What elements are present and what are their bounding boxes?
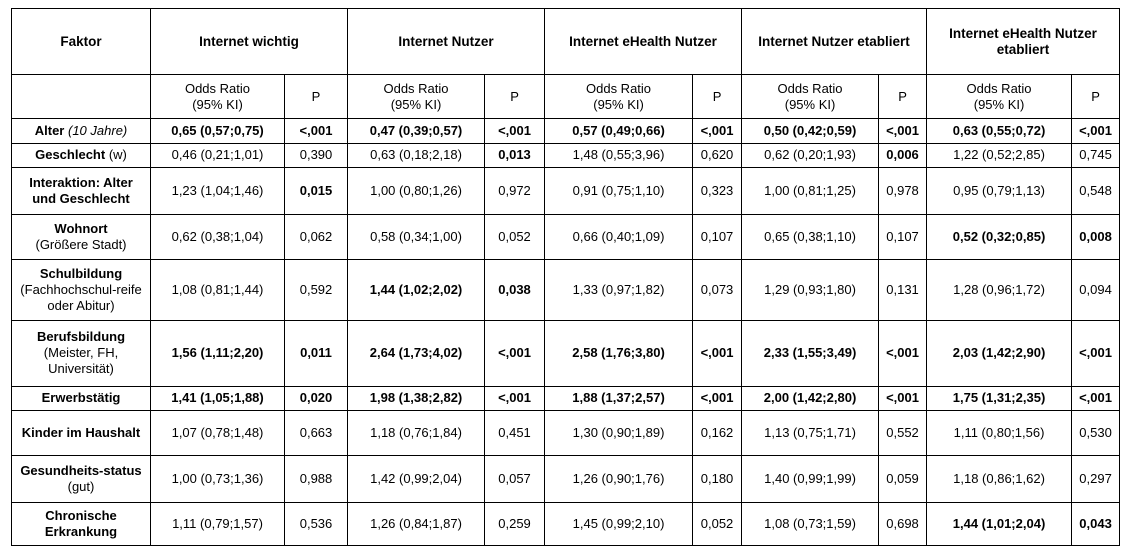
odds-ratio-cell: 1,42 (0,99;2,04) <box>348 456 485 503</box>
odds-ratio-label: Odds Ratio <box>777 80 843 96</box>
odds-ratio-cell: 0,63 (0,55;0,72) <box>927 119 1072 144</box>
odds-ratio-cell: 1,29 (0,93;1,80) <box>742 259 879 320</box>
header-group-4: Internet Nutzer etabliert <box>742 9 927 75</box>
p-value-cell: 0,043 <box>1072 503 1120 546</box>
factor-cell <box>12 215 151 260</box>
odds-ratio-cell: 0,95 (0,79;1,13) <box>927 168 1072 215</box>
factor-reference: (w) <box>108 147 127 163</box>
table-row <box>12 168 1120 215</box>
p-value-cell: <,001 <box>485 321 545 386</box>
p-value-cell: <,001 <box>1072 321 1120 386</box>
odds-ratio-label: Odds Ratio <box>383 80 449 96</box>
p-value-cell: 0,006 <box>879 143 927 168</box>
odds-ratio-cell: 1,00 (0,80;1,26) <box>348 168 485 215</box>
odds-ratio-cell: 1,48 (0,55;3,96) <box>545 143 693 168</box>
odds-ratio-cell: 0,65 (0,57;0,75) <box>151 119 285 144</box>
odds-ratio-cell: 0,62 (0,38;1,04) <box>151 215 285 260</box>
header-p-5: P <box>1072 75 1120 119</box>
factor-reference: (gut) <box>67 479 95 495</box>
factor-cell <box>12 259 151 320</box>
odds-ratio-cell: 2,58 (1,76;3,80) <box>545 321 693 386</box>
factor-reference: (Meister, FH, Universität) <box>43 345 119 377</box>
p-value-cell: 0,180 <box>693 456 742 503</box>
p-value-cell: <,001 <box>879 119 927 144</box>
ci-label: (95% KI) <box>192 96 243 112</box>
p-value-cell: <,001 <box>879 321 927 386</box>
p-value-cell: 0,107 <box>693 215 742 260</box>
factor-name: Interaktion: Alter und Geschlecht <box>29 175 133 207</box>
odds-ratio-cell: 1,11 (0,79;1,57) <box>151 503 285 546</box>
factor-reference: (10 Jahre) <box>68 122 128 138</box>
p-value-cell: 0,038 <box>485 259 545 320</box>
odds-ratio-cell: 1,00 (0,73;1,36) <box>151 456 285 503</box>
odds-ratio-cell: 2,00 (1,42;2,80) <box>742 386 879 411</box>
odds-ratio-cell: 1,98 (1,38;2,82) <box>348 386 485 411</box>
p-value-cell: 0,013 <box>485 143 545 168</box>
table-row <box>12 386 1120 411</box>
p-value-cell: <,001 <box>485 386 545 411</box>
table-row <box>12 143 1120 168</box>
header-p-4: P <box>879 75 927 119</box>
table-row <box>12 411 1120 456</box>
table-row <box>12 119 1120 144</box>
header-p-2: P <box>485 75 545 119</box>
p-value-cell: 0,451 <box>485 411 545 456</box>
odds-ratio-cell: 1,44 (1,02;2,02) <box>348 259 485 320</box>
odds-ratio-cell: 0,52 (0,32;0,85) <box>927 215 1072 260</box>
factor-reference: (Fachhochschul-reife oder Abitur) <box>20 282 142 314</box>
p-value-cell: 0,323 <box>693 168 742 215</box>
odds-ratio-table <box>11 8 1120 546</box>
p-value-cell: 0,663 <box>285 411 348 456</box>
odds-ratio-cell: 1,33 (0,97;1,82) <box>545 259 693 320</box>
odds-ratio-cell: 1,56 (1,11;2,20) <box>151 321 285 386</box>
header-p-3: P <box>693 75 742 119</box>
p-value-cell: <,001 <box>879 386 927 411</box>
odds-ratio-cell: 0,63 (0,18;2,18) <box>348 143 485 168</box>
odds-ratio-cell: 1,08 (0,81;1,44) <box>151 259 285 320</box>
p-value-cell: 0,988 <box>285 456 348 503</box>
p-value-cell: <,001 <box>485 119 545 144</box>
p-value-cell: 0,745 <box>1072 143 1120 168</box>
header-p-1: P <box>285 75 348 119</box>
factor-cell <box>12 119 151 144</box>
odds-ratio-cell: 1,00 (0,81;1,25) <box>742 168 879 215</box>
p-value-cell: 0,107 <box>879 215 927 260</box>
header-odds-ratio-5 <box>927 75 1072 119</box>
factor-cell <box>12 411 151 456</box>
p-value-cell: 0,259 <box>485 503 545 546</box>
odds-ratio-cell: 1,45 (0,99;2,10) <box>545 503 693 546</box>
odds-ratio-cell: 2,03 (1,42;2,90) <box>927 321 1072 386</box>
odds-ratio-cell: 0,91 (0,75;1,10) <box>545 168 693 215</box>
odds-ratio-cell: 0,58 (0,34;1,00) <box>348 215 485 260</box>
odds-ratio-cell: 1,07 (0,78;1,48) <box>151 411 285 456</box>
header-group-5: Internet eHealth Nutzer etabliert <box>927 9 1120 75</box>
p-value-cell: <,001 <box>1072 386 1120 411</box>
factor-name: Schulbildung <box>39 266 123 282</box>
factor-name: Alter <box>34 122 65 138</box>
odds-ratio-cell: 2,33 (1,55;3,49) <box>742 321 879 386</box>
p-value-cell: 0,057 <box>485 456 545 503</box>
table-row <box>12 456 1120 503</box>
p-value-cell: 0,059 <box>879 456 927 503</box>
p-value-cell: 0,536 <box>285 503 348 546</box>
odds-ratio-label: Odds Ratio <box>586 80 652 96</box>
p-value-cell: 0,073 <box>693 259 742 320</box>
odds-ratio-cell: 2,64 (1,73;4,02) <box>348 321 485 386</box>
ci-label: (95% KI) <box>593 96 644 112</box>
factor-name: Erwerbstätig <box>41 390 121 406</box>
odds-ratio-cell: 1,44 (1,01;2,04) <box>927 503 1072 546</box>
p-value-cell: 0,620 <box>693 143 742 168</box>
p-value-cell: 0,390 <box>285 143 348 168</box>
p-value-cell: 0,008 <box>1072 215 1120 260</box>
factor-cell <box>12 503 151 546</box>
odds-ratio-cell: 0,57 (0,49;0,66) <box>545 119 693 144</box>
header-factor-empty <box>12 75 151 119</box>
table-row <box>12 259 1120 320</box>
odds-ratio-cell: 1,11 (0,80;1,56) <box>927 411 1072 456</box>
odds-ratio-cell: 1,75 (1,31;2,35) <box>927 386 1072 411</box>
odds-ratio-cell: 1,13 (0,75;1,71) <box>742 411 879 456</box>
header-group-3: Internet eHealth Nutzer <box>545 9 742 75</box>
factor-name: Berufsbildung <box>36 329 126 345</box>
p-value-cell: 0,011 <box>285 321 348 386</box>
p-value-cell: 0,094 <box>1072 259 1120 320</box>
odds-ratio-cell: 1,26 (0,84;1,87) <box>348 503 485 546</box>
p-value-cell: 0,978 <box>879 168 927 215</box>
odds-ratio-cell: 1,18 (0,86;1,62) <box>927 456 1072 503</box>
p-value-cell: 0,592 <box>285 259 348 320</box>
table-row <box>12 321 1120 386</box>
odds-ratio-cell: 1,26 (0,90;1,76) <box>545 456 693 503</box>
p-value-cell: 0,015 <box>285 168 348 215</box>
header-factor: Faktor <box>12 9 151 75</box>
odds-ratio-cell: 0,62 (0,20;1,93) <box>742 143 879 168</box>
factor-name: Wohnort <box>54 220 108 236</box>
p-value-cell: 0,297 <box>1072 456 1120 503</box>
p-value-cell: <,001 <box>693 386 742 411</box>
header-group-1: Internet wichtig <box>151 9 348 75</box>
header-group-2: Internet Nutzer <box>348 9 545 75</box>
odds-ratio-cell: 1,08 (0,73;1,59) <box>742 503 879 546</box>
ci-label: (95% KI) <box>784 96 836 112</box>
p-value-cell: 0,052 <box>485 215 545 260</box>
p-value-cell: 0,131 <box>879 259 927 320</box>
odds-ratio-cell: 0,47 (0,39;0,57) <box>348 119 485 144</box>
header-odds-ratio-3 <box>545 75 693 119</box>
odds-ratio-cell: 1,18 (0,76;1,84) <box>348 411 485 456</box>
factor-name: Geschlecht <box>35 147 106 163</box>
table-row <box>12 215 1120 260</box>
odds-ratio-cell: 1,22 (0,52;2,85) <box>927 143 1072 168</box>
p-value-cell: <,001 <box>693 321 742 386</box>
header-odds-ratio-1 <box>151 75 285 119</box>
odds-ratio-cell: 1,41 (1,05;1,88) <box>151 386 285 411</box>
p-value-cell: 0,062 <box>285 215 348 260</box>
p-value-cell: 0,052 <box>693 503 742 546</box>
ci-label: (95% KI) <box>390 96 442 112</box>
odds-ratio-cell: 0,65 (0,38;1,10) <box>742 215 879 260</box>
factor-cell <box>12 321 151 386</box>
header-row-groups <box>12 9 1120 75</box>
p-value-cell: 0,698 <box>879 503 927 546</box>
factor-reference: (Größere Stadt) <box>35 236 127 252</box>
odds-ratio-label: Odds Ratio <box>966 80 1032 96</box>
p-value-cell: <,001 <box>693 119 742 144</box>
factor-cell <box>12 456 151 503</box>
p-value-cell: 0,020 <box>285 386 348 411</box>
factor-cell <box>12 386 151 411</box>
header-odds-ratio-4 <box>742 75 879 119</box>
odds-ratio-label: Odds Ratio <box>184 80 251 96</box>
p-value-cell: 0,548 <box>1072 168 1120 215</box>
factor-cell <box>12 168 151 215</box>
odds-ratio-cell: 1,28 (0,96;1,72) <box>927 259 1072 320</box>
header-odds-ratio-2 <box>348 75 485 119</box>
table-body <box>12 119 1120 546</box>
odds-ratio-cell: 1,40 (0,99;1,99) <box>742 456 879 503</box>
header-row-sub <box>12 75 1120 119</box>
odds-ratio-cell: 0,50 (0,42;0,59) <box>742 119 879 144</box>
factor-name: Kinder im Haushalt <box>21 425 141 441</box>
factor-name: Gesundheits-status <box>20 463 142 479</box>
p-value-cell: 0,530 <box>1072 411 1120 456</box>
odds-ratio-cell: 1,23 (1,04;1,46) <box>151 168 285 215</box>
ci-label: (95% KI) <box>973 96 1025 112</box>
odds-ratio-cell: 0,66 (0,40;1,09) <box>545 215 693 260</box>
odds-ratio-cell: 1,30 (0,90;1,89) <box>545 411 693 456</box>
odds-ratio-cell: 0,46 (0,21;1,01) <box>151 143 285 168</box>
p-value-cell: 0,162 <box>693 411 742 456</box>
table-row <box>12 503 1120 546</box>
factor-cell <box>12 143 151 168</box>
p-value-cell: 0,972 <box>485 168 545 215</box>
odds-ratio-cell: 1,88 (1,37;2,57) <box>545 386 693 411</box>
p-value-cell: <,001 <box>1072 119 1120 144</box>
p-value-cell: <,001 <box>285 119 348 144</box>
factor-name: Chronische Erkrankung <box>44 508 118 540</box>
p-value-cell: 0,552 <box>879 411 927 456</box>
